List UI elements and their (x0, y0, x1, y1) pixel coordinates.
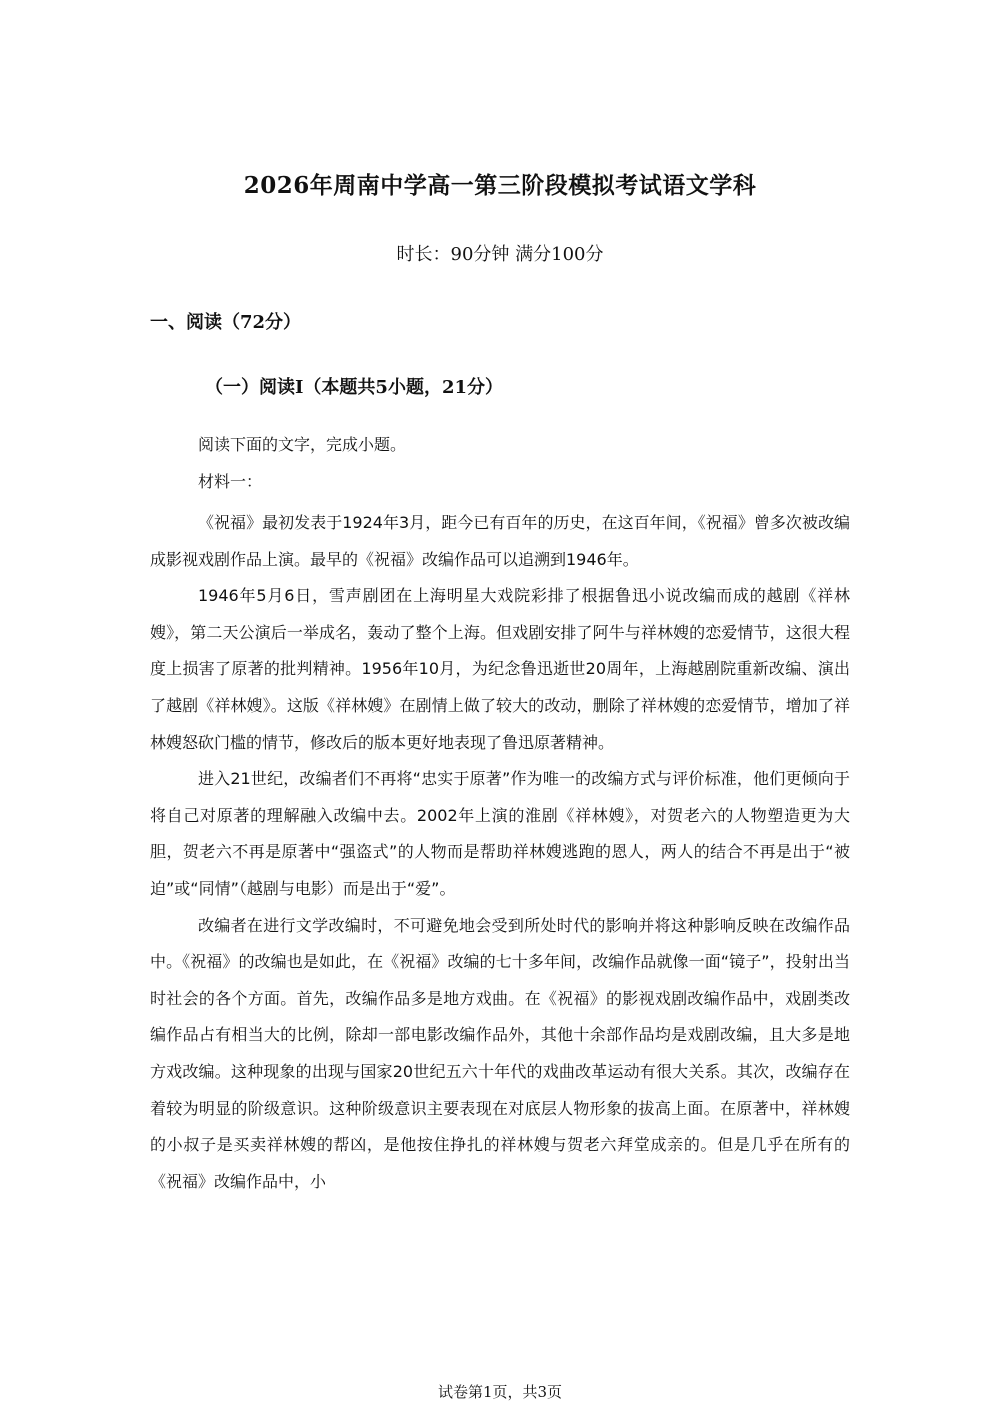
page-footer: 试卷第1页，共3页 (437, 1383, 563, 1401)
subsection-heading: （一）阅读I（本题共5小题，21分） (205, 377, 503, 398)
reading-instruction: 阅读下面的文字，完成小题。 (198, 435, 407, 454)
exam-duration-score: 时长：90分钟 满分100分 (396, 244, 604, 265)
paragraph: 《祝福》最初发表于1924年3月，距今已有百年的历史，在这百年间，《祝福》曾多次被改编成影视戏剧作品上演。最早的《祝福》改编作品可以追溯到1946年。 (150, 513, 850, 569)
paragraph: 1946年5月6日，雪声剧团在上海明星大戏院彩排了根据鲁迅小说改编而成的越剧《祥林嫂》，第二天公演后一举成名，轰动了整个上海。但戏剧安排了阿牛与祥林嫂的恋爱情节，这很大程度上损害了原著的批判精神。1956年10月，为纪念鲁迅逝世20周年，上海越剧院重新改编、演出了越剧《祥林嫂》。这版《祥林嫂》在剧情上做了较大的改动，删除了祥林嫂的恋爱情节，增加了祥林嫂怒砍门槛的情节，修改后的版本更好地表现了鲁迅原著精神。 (150, 586, 850, 752)
section-heading: 一、阅读（72分） (150, 312, 302, 333)
paragraph: 改编者在进行文学改编时，不可避免地会受到所处时代的影响并将这种影响反映在改编作品中。《祝福》的改编也是如此，在《祝福》改编的七十多年间，改编作品就像一面“镜子”，投射出当时社会的各个方面。首先，改编作品多是地方戏曲。在《祝福》的影视戏剧改编作品中，戏剧类改编作品占有相当大的比例，除却一部电影改编作品外，其他十余部作品均是戏剧改编，且大多是地方戏改编。这种现象的出现与国家20世纪五六十年代的戏曲改革运动有很大关系。其次，改编存在着较为明显的阶级意识。这种阶级意识主要表现在对底层人物形象的拔高上面。在原著中，祥林嫂的小叔子是买卖祥林嫂的帮凶，是他按住挣扎的祥林嫂与贺老六拜堂成亲的。但是几乎在所有的《祝福》改编作品中，小 (150, 915, 850, 1191)
material-body (150, 505, 850, 1200)
material-label: 材料一： (198, 472, 263, 491)
paragraph: 进入21世纪，改编者们不再将“忠实于原著”作为唯一的改编方式与评价标准，他们更倾向于将自己对原著的理解融入改编中去。2002年上演的淮剧《祥林嫂》，对贺老六的人物塑造更为大胆，贺老六不再是原著中“强盗式”的人物而是帮助祥林嫂逃跑的恩人，两人的结合不再是出于“被迫”或“同情”（越剧与电影）而是出于“爱”。 (150, 769, 850, 898)
exam-title: 2026年周南中学高一第三阶段模拟考试语文学科 (243, 172, 757, 199)
